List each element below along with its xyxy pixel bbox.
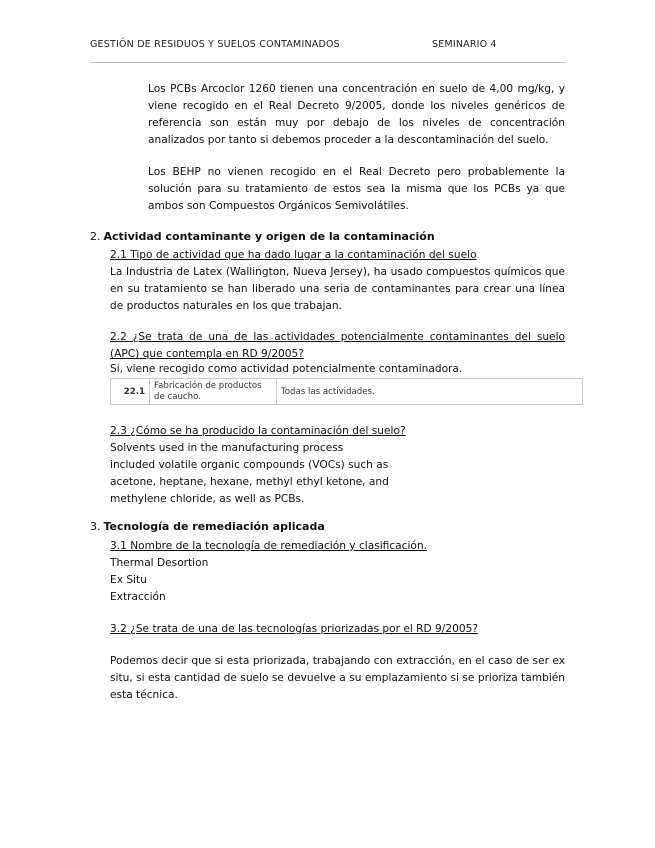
table-row <box>111 379 583 405</box>
section-2-number: 2. <box>90 230 101 243</box>
subsection-2-2-body: Si, viene recogido como actividad potencialmente contaminadora. <box>110 363 463 375</box>
solvents-line-3: acetone, heptane, hexane, methyl ethyl ketone, and <box>110 476 389 488</box>
technology-line-3: Extracción <box>110 591 166 603</box>
subsection-2-3-title: 2.3 ¿Cómo se ha producido la contaminación del suelo? <box>110 425 406 437</box>
subsection-3-2-title: 3.2 ¿Se trata de una de las tecnologías priorizadas por el RD 9/2005? <box>110 623 478 635</box>
activity-description-line-1: Fabricación de productos <box>154 380 262 391</box>
activity-description-cell <box>150 379 277 405</box>
solvents-line-2: included volatile organic compounds (VOCs) such as <box>110 459 389 471</box>
subsection-3-2-body: Podemos decir que si esta priorizada, trabajando con extracción, en el caso de ser ex situ, si esta cantidad de suelo se devuelve a su emplazamiento si se prioriza también esta técnica. <box>110 655 565 701</box>
solvents-line-1: Solvents used in the manufacturing process <box>110 442 344 454</box>
subsection-2-1-title: 2.1 Tipo de actividad que ha dado lugar a la contaminación del suelo <box>110 249 477 261</box>
subsection-2-2-title: 2.2 ¿Se trata de una de las actividades potencialmente contaminantes del suelo (APC) que contempla en RD 9/2005? <box>110 331 565 360</box>
header-seminar-label: SEMINARIO 4 <box>432 39 497 50</box>
subsection-2-1-body: La Industria de Latex (Wallington, Nueva Jersey), ha usado compuestos químicos que en su tratamiento se han liberado una seria de contaminantes para crear una línea de productos naturales en los que trabajan. <box>110 266 565 312</box>
paragraph-behp: Los BEHP no vienen recogido en el Real Decreto pero probablemente la solución para su tratamiento de estos sea la misma que los PCBs ya que ambos son Compuestos Orgánicos Semivolátiles. <box>148 166 565 212</box>
paragraph-pcbs: Los PCBs Arcoclor 1260 tienen una concentración en suelo de 4,00 mg/kg, y viene recogido en el Real Decreto 9/2005, donde los niveles genéricos de referencia son están muy por debajo de los niveles de concentración analizados por tanto si debemos proceder a la descontaminación del suelo. <box>148 83 565 146</box>
apc-activity-table <box>110 378 583 405</box>
solvents-line-4: methylene chloride, as well as PCBs. <box>110 493 305 505</box>
technology-line-1: Thermal Desortion <box>110 557 209 569</box>
section-3-title: Tecnología de remediación aplicada <box>103 520 325 533</box>
technology-line-2: Ex Situ <box>110 574 147 586</box>
header-divider <box>90 62 566 63</box>
section-2-title: Actividad contaminante y origen de la contaminación <box>103 230 435 243</box>
section-2-heading <box>90 230 435 243</box>
activity-description-line-2: de caucho. <box>154 391 201 402</box>
activity-scope-cell: Todas las actividades. <box>277 379 583 405</box>
subsection-3-1-body <box>110 555 208 606</box>
subsection-2-3-body <box>110 440 389 508</box>
header-course-title: GESTIÓN DE RESIDUOS Y SUELOS CONTAMINADOS <box>90 39 340 50</box>
section-3-heading <box>90 520 325 533</box>
subsection-3-1-title: 3.1 Nombre de la tecnología de remediación y clasificación. <box>110 540 427 552</box>
section-3-number: 3. <box>90 520 101 533</box>
activity-code-cell: 22.1 <box>111 379 150 405</box>
